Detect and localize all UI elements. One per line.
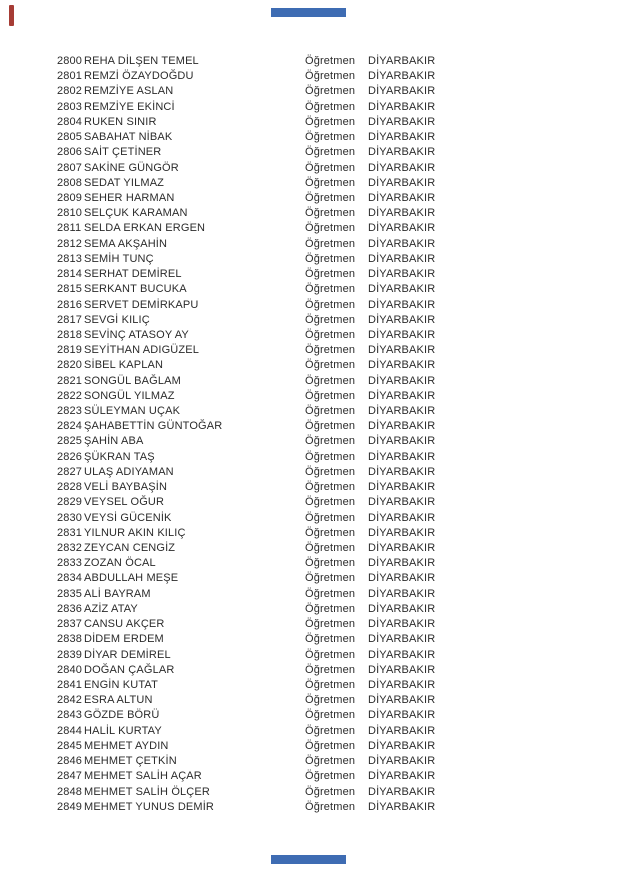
row-number: 2811 [57,222,82,235]
person-name: ZOZAN ÖCAL [84,557,156,570]
table-row [57,632,597,647]
role-label: Öğretmen [305,678,356,691]
person-name: SEMA AKŞAHİN [84,237,168,250]
table-row [57,663,597,678]
person-name: SAİT ÇETİNER [84,146,162,159]
role-label: Öğretmen [305,298,356,311]
city-label: DİYARBAKIR [368,511,436,524]
row-number: 2840 [57,663,83,676]
table-row [57,480,597,495]
person-name: HALİL KURTAY [84,724,162,737]
table-row [57,678,597,693]
city-label: DİYARBAKIR [368,222,436,235]
role-label: Öğretmen [305,405,356,418]
row-number: 2849 [57,800,83,813]
table-row [57,754,597,769]
person-name: SEDAT YILMAZ [84,176,165,189]
role-label: Öğretmen [305,648,356,661]
city-label: DİYARBAKIR [368,557,436,570]
row-number: 2804 [57,115,83,128]
page-edge-marker-bottom [271,855,346,864]
city-label: DİYARBAKIR [368,237,436,250]
row-number: 2822 [57,389,83,402]
person-name: SEVİNÇ ATASOY AY [84,328,189,341]
city-label: DİYARBAKIR [368,633,436,646]
row-number: 2842 [57,694,83,707]
role-label: Öğretmen [305,374,356,387]
city-label: DİYARBAKIR [368,800,436,813]
table-row [57,526,597,541]
city-label: DİYARBAKIR [368,785,436,798]
role-label: Öğretmen [305,252,356,265]
table-row [57,800,597,815]
city-label: DİYARBAKIR [368,191,436,204]
person-name: YILNUR AKIN KILIÇ [84,526,186,539]
role-label: Öğretmen [305,481,356,494]
table-row [57,617,597,632]
table-row [57,724,597,739]
table-row [57,206,597,221]
person-name: SEVGİ KILIÇ [84,313,150,326]
row-number: 2807 [57,161,83,174]
row-number: 2817 [57,313,83,326]
city-label: DİYARBAKIR [368,328,436,341]
city-label: DİYARBAKIR [368,770,436,783]
table-row [57,602,597,617]
city-label: DİYARBAKIR [368,374,436,387]
role-label: Öğretmen [305,755,356,768]
table-row [57,541,597,556]
table-row [57,343,597,358]
person-name: SEYİTHAN ADIGÜZEL [84,344,200,357]
row-number: 2838 [57,633,83,646]
row-number: 2847 [57,770,83,783]
person-name: VEYSEL OĞUR [84,496,165,509]
city-label: DİYARBAKIR [368,435,436,448]
table-row [57,54,597,69]
role-label: Öğretmen [305,633,356,646]
role-label: Öğretmen [305,542,356,554]
city-label: DİYARBAKIR [368,389,436,402]
role-label: Öğretmen [305,526,356,539]
row-number: 2813 [57,252,83,265]
row-number: 2824 [57,420,83,433]
table-row [57,84,597,99]
city-label: DİYARBAKIR [368,207,436,220]
person-name: ESRA ALTUN [84,694,153,707]
row-number: 2837 [57,618,83,631]
table-row [57,145,597,160]
table-row [57,693,597,708]
role-label: Öğretmen [305,283,356,296]
person-name: REHA DİLŞEN TEMEL [84,55,199,67]
city-label: DİYARBAKIR [368,526,436,539]
table-row [57,571,597,586]
city-label: DİYARBAKIR [368,648,436,661]
role-label: Öğretmen [305,420,356,433]
table-row [57,221,597,236]
city-label: DİYARBAKIR [368,420,436,433]
role-label: Öğretmen [305,465,356,478]
table-row [57,282,597,297]
person-name: DİYAR DEMİREL [84,648,171,661]
role-label: Öğretmen [305,268,356,281]
person-name: ŞÜKRAN TAŞ [84,450,155,463]
person-name: SELÇUK KARAMAN [84,207,188,220]
city-label: DİYARBAKIR [368,146,436,159]
row-number: 2823 [57,405,83,418]
table-row [57,328,597,343]
role-label: Öğretmen [305,663,356,676]
city-label: DİYARBAKIR [368,405,436,418]
role-label: Öğretmen [305,161,356,174]
table-row [57,267,597,282]
row-number: 2802 [57,85,83,98]
table-row [57,115,597,130]
role-label: Öğretmen [305,770,356,783]
role-label: Öğretmen [305,709,356,722]
city-label: DİYARBAKIR [368,587,436,600]
role-label: Öğretmen [305,724,356,737]
table-row [57,69,597,84]
city-label: DİYARBAKIR [368,709,436,722]
row-number: 2831 [57,526,83,539]
person-name: SONGÜL BAĞLAM [84,374,181,387]
person-name: SEHER HARMAN [84,191,175,204]
person-name: CANSU AKÇER [84,618,165,631]
person-name: SERHAT DEMİREL [84,268,182,281]
table-row [57,708,597,723]
row-number: 2814 [57,268,83,281]
role-label: Öğretmen [305,207,356,220]
page-edge-marker-top [271,8,346,17]
person-name: SAKİNE GÜNGÖR [84,161,179,174]
city-label: DİYARBAKIR [368,481,436,494]
city-label: DİYARBAKIR [368,252,436,265]
row-number: 2843 [57,709,83,722]
city-label: DİYARBAKIR [368,344,436,357]
row-number: 2833 [57,557,83,570]
role-label: Öğretmen [305,191,356,204]
city-label: DİYARBAKIR [368,465,436,478]
row-number: 2809 [57,191,83,204]
city-label: DİYARBAKIR [368,161,436,174]
city-label: DİYARBAKIR [368,739,436,752]
person-name: MEHMET SALİH AÇAR [84,770,202,783]
red-annotation-mark [9,5,14,26]
role-label: Öğretmen [305,85,356,98]
person-name: SELDA ERKAN ERGEN [84,222,206,235]
city-label: DİYARBAKIR [368,55,436,67]
role-label: Öğretmen [305,450,356,463]
city-label: DİYARBAKIR [368,283,436,296]
role-label: Öğretmen [305,785,356,798]
role-label: Öğretmen [305,313,356,326]
role-label: Öğretmen [305,572,356,585]
city-label: DİYARBAKIR [368,618,436,631]
row-number: 2808 [57,176,83,189]
row-number: 2841 [57,678,83,691]
table-row [57,419,597,434]
city-label: DİYARBAKIR [368,268,436,281]
city-label: DİYARBAKIR [368,678,436,691]
city-label: DİYARBAKIR [368,115,436,128]
personnel-list [57,54,597,815]
row-number: 2827 [57,465,83,478]
role-label: Öğretmen [305,389,356,402]
person-name: MEHMET ÇETKİN [84,755,177,768]
table-row [57,358,597,373]
person-name: VELİ BAYBAŞİN [84,481,168,494]
person-name: MEHMET YUNUS DEMİR [84,800,215,813]
table-row [57,191,597,206]
row-number: 2821 [57,374,83,387]
row-number: 2834 [57,572,83,585]
row-number: 2820 [57,359,83,372]
table-row [57,511,597,526]
role-label: Öğretmen [305,328,356,341]
role-label: Öğretmen [305,131,356,144]
table-row [57,785,597,800]
city-label: DİYARBAKIR [368,100,436,113]
person-name: ENGİN KUTAT [84,678,158,691]
city-label: DİYARBAKIR [368,176,436,189]
role-label: Öğretmen [305,800,356,813]
row-number: 2845 [57,739,83,752]
person-name: REMZİYE ASLAN [84,85,174,98]
role-label: Öğretmen [305,602,356,615]
person-name: REMZİYE EKİNCİ [84,100,175,113]
row-number: 2800 [57,55,83,67]
table-row [57,161,597,176]
table-row [57,495,597,510]
row-number: 2818 [57,328,83,341]
city-label: DİYARBAKIR [368,313,436,326]
table-row [57,130,597,145]
city-label: DİYARBAKIR [368,450,436,463]
person-name: AZİZ ATAY [84,602,138,615]
table-row [57,100,597,115]
role-label: Öğretmen [305,70,356,83]
role-label: Öğretmen [305,146,356,159]
city-label: DİYARBAKIR [368,694,436,707]
city-label: DİYARBAKIR [368,572,436,585]
person-name: MEHMET SALİH ÖLÇER [84,785,210,798]
role-label: Öğretmen [305,557,356,570]
role-label: Öğretmen [305,100,356,113]
role-label: Öğretmen [305,344,356,357]
table-row [57,556,597,571]
person-name: SONGÜL YILMAZ [84,389,175,402]
person-name: SERKANT BUCUKA [84,283,187,296]
person-name: ABDULLAH MEŞE [84,572,179,585]
person-name: RUKEN SINIR [84,115,157,128]
row-number: 2810 [57,207,83,220]
row-number: 2828 [57,481,83,494]
city-label: DİYARBAKIR [368,496,436,509]
row-number: 2819 [57,344,83,357]
table-row [57,404,597,419]
person-name: DOĞAN ÇAĞLAR [84,663,175,676]
table-row [57,739,597,754]
row-number: 2836 [57,602,83,615]
table-row [57,465,597,480]
city-label: DİYARBAKIR [368,755,436,768]
person-name: VEYSİ GÜCENİK [84,511,172,524]
table-row [57,434,597,449]
city-label: DİYARBAKIR [368,85,436,98]
city-label: DİYARBAKIR [368,298,436,311]
row-number: 2839 [57,648,83,661]
table-row [57,176,597,191]
row-number: 2848 [57,785,83,798]
table-row [57,587,597,602]
table-row [57,389,597,404]
person-name: SİBEL KAPLAN [84,359,164,372]
role-label: Öğretmen [305,694,356,707]
city-label: DİYARBAKIR [368,602,436,615]
city-label: DİYARBAKIR [368,70,436,83]
row-number: 2832 [57,542,83,554]
role-label: Öğretmen [305,618,356,631]
role-label: Öğretmen [305,739,356,752]
city-label: DİYARBAKIR [368,724,436,737]
row-number: 2803 [57,100,83,113]
table-row [57,450,597,465]
row-number: 2805 [57,131,83,144]
row-number: 2801 [57,70,83,83]
city-label: DİYARBAKIR [368,359,436,372]
row-number: 2816 [57,298,83,311]
person-name: MEHMET AYDIN [84,739,169,752]
person-name: DİDEM ERDEM [84,633,164,646]
role-label: Öğretmen [305,435,356,448]
row-number: 2829 [57,496,83,509]
role-label: Öğretmen [305,176,356,189]
table-row [57,769,597,784]
role-label: Öğretmen [305,115,356,128]
role-label: Öğretmen [305,496,356,509]
row-number: 2844 [57,724,83,737]
role-label: Öğretmen [305,237,356,250]
person-name: SABAHAT NİBAK [84,131,173,144]
table-row [57,252,597,267]
role-label: Öğretmen [305,587,356,600]
row-number: 2825 [57,435,83,448]
person-name: SÜLEYMAN UÇAK [84,405,181,418]
table-row [57,374,597,389]
row-number: 2815 [57,283,83,296]
person-name: ULAŞ ADIYAMAN [84,465,174,478]
row-number: 2826 [57,450,83,463]
row-number: 2830 [57,511,83,524]
row-number: 2846 [57,755,83,768]
row-number: 2835 [57,587,83,600]
city-label: DİYARBAKIR [368,131,436,144]
city-label: DİYARBAKIR [368,542,436,554]
person-name: REMZİ ÖZAYDOĞDU [84,70,194,83]
person-name: ŞAHABETTİN GÜNTOĞAR [84,420,223,433]
person-name: ŞAHİN ABA [84,435,144,448]
table-row [57,648,597,663]
person-name: ZEYCAN CENGİZ [84,542,176,554]
row-number: 2812 [57,237,83,250]
table-row [57,237,597,252]
table-row [57,313,597,328]
table-row [57,298,597,313]
person-name: SERVET DEMİRKAPU [84,298,199,311]
city-label: DİYARBAKIR [368,663,436,676]
role-label: Öğretmen [305,511,356,524]
person-name: ALİ BAYRAM [84,587,151,600]
role-label: Öğretmen [305,222,356,235]
row-number: 2806 [57,146,83,159]
role-label: Öğretmen [305,55,356,67]
person-name: GÖZDE BÖRÜ [84,709,160,722]
person-name: SEMİH TUNÇ [84,252,154,265]
role-label: Öğretmen [305,359,356,372]
